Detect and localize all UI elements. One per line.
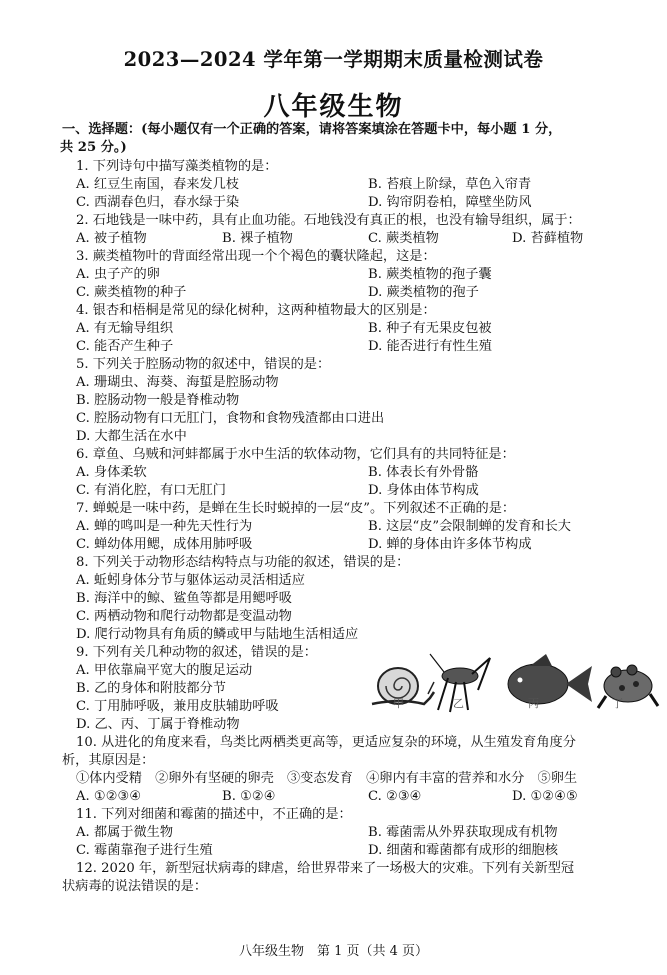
option-c: C. 蕨类植物的种子 bbox=[76, 285, 187, 300]
question-stem: 12. 2020 年，新型冠状病毒的肆虐，给世界带来了一场极大的灾难。下列有关新型冠 bbox=[76, 861, 575, 876]
option-a: A. 珊瑚虫、海葵、海蜇是腔肠动物 bbox=[76, 375, 279, 390]
figure-label-ding: 丁 bbox=[612, 697, 623, 710]
option-c: C. 蝉幼体用鳃，成体用肺呼吸 bbox=[76, 537, 253, 552]
option-a: A. 红豆生南国，春来发几枝 bbox=[76, 177, 239, 192]
option-a: A. 有无输导组织 bbox=[76, 321, 174, 336]
option-c: C. 腔肠动物有口无肛门，食物和食物残渣都由口进出 bbox=[76, 411, 385, 426]
question-stem: 6. 章鱼、乌贼和河蚌都属于水中生活的软体动物，它们具有的共同特征是： bbox=[76, 447, 515, 462]
figure-label-yi: 乙 bbox=[453, 697, 464, 710]
figure-label-bing: 丙 bbox=[528, 697, 539, 710]
fish-image bbox=[508, 654, 592, 704]
option-a: A. 蚯蚓身体分节与躯体运动灵活相适应 bbox=[76, 573, 305, 588]
option-c: C. 西湖春色归，春水绿于染 bbox=[76, 195, 240, 210]
option-d: D. 苔藓植物 bbox=[512, 231, 584, 246]
option-d: D. 乙、丙、丁属于脊椎动物 bbox=[76, 717, 240, 732]
frog-image bbox=[598, 665, 658, 708]
question-stem: 7. 蝉蜕是一味中药，是蝉在生长时蜕掉的一层“皮”。下列叙述不正确的是： bbox=[76, 501, 516, 516]
option-c: C. 蕨类植物 bbox=[368, 231, 439, 246]
question-stem: 3. 蕨类植物叶的背面经常出现一个个褐色的囊状隆起，这是： bbox=[76, 249, 436, 264]
question-stem: 1. 下列诗句中描写藻类植物的是： bbox=[76, 159, 278, 174]
page-footer: 八年级生物 第 1 页（共 4 页） bbox=[238, 944, 429, 959]
section-intro: 一、选择题：(每小题仅有一个正确的答案，请将答案填涂在答题卡中，每小题 1 分， bbox=[62, 122, 562, 137]
option-b: B. 腔肠动物一般是脊椎动物 bbox=[76, 393, 240, 408]
option-b: B. 体表长有外骨骼 bbox=[368, 465, 479, 480]
question-items: ①体内受精 ②卵外有坚硬的卵壳 ③变态发育 ④卵内有丰富的营养和水分 ⑤卵生 bbox=[76, 771, 578, 786]
option-c: C. ②③④ bbox=[368, 789, 422, 804]
option-d: D. 能否进行有性生殖 bbox=[368, 339, 492, 354]
option-d: D. 钩帘阴卷柏，障壁坐防风 bbox=[368, 195, 532, 210]
question-stem: 11. 下列对细菌和霉菌的描述中，不正确的是： bbox=[76, 807, 352, 822]
option-b: B. 裸子植物 bbox=[222, 231, 293, 246]
option-b: B. 海洋中的鲸、鲨鱼等都是用鳃呼吸 bbox=[76, 591, 292, 606]
section-intro-cont: 共 25 分。) bbox=[60, 140, 127, 155]
option-c: C. 霉菌靠孢子进行生殖 bbox=[76, 843, 213, 858]
question-stem: 2. 石地钱是一味中药，具有止血功能。石地钱没有真正的根，也没有输导组织，属于： bbox=[76, 213, 581, 228]
option-b: B. 蕨类植物的孢子囊 bbox=[368, 267, 492, 282]
option-b: B. 苔痕上阶绿，草色入帘青 bbox=[368, 177, 532, 192]
option-b: B. 这层“皮”会限制蝉的发育和长大 bbox=[368, 519, 571, 534]
option-a: A. 甲依靠扁平宽大的腹足运动 bbox=[76, 663, 253, 678]
question-stem-cont: 状病毒的说法错误的是： bbox=[62, 879, 208, 894]
question-stem-cont: 析，其原因是： bbox=[62, 753, 155, 768]
figure-label-jia: 甲 bbox=[393, 697, 404, 710]
animals-figure bbox=[360, 648, 660, 740]
option-d: D. 身体由体节构成 bbox=[368, 483, 479, 498]
option-a: A. 身体柔软 bbox=[76, 465, 147, 480]
option-c: C. 能否产生种子 bbox=[76, 339, 174, 354]
question-stem: 5. 下列关于腔肠动物的叙述中，错误的是： bbox=[76, 357, 331, 372]
question-stem: 8. 下列关于动物形态结构特点与功能的叙述，错误的是： bbox=[76, 555, 410, 570]
option-c: C. 丁用肺呼吸，兼用皮肤辅助呼吸 bbox=[76, 699, 279, 714]
option-a: A. 虫子产的卵 bbox=[76, 267, 160, 282]
option-d: D. ①②④⑤ bbox=[512, 789, 578, 804]
option-c: C. 有消化腔，有口无肛门 bbox=[76, 483, 226, 498]
option-c: C. 两栖动物和爬行动物都是变温动物 bbox=[76, 609, 292, 624]
option-d: D. 蕨类植物的孢子 bbox=[368, 285, 479, 300]
option-d: D. 大都生活在水中 bbox=[76, 429, 187, 444]
subject-title: 八年级生物 bbox=[263, 92, 404, 122]
option-b: B. 种子有无果皮包被 bbox=[368, 321, 492, 336]
option-b: B. 霉菌需从外界获取现成有机物 bbox=[368, 825, 558, 840]
question-stem: 4. 银杏和梧桐是常见的绿化树种，这两种植物最大的区别是： bbox=[76, 303, 436, 318]
option-b: B. 乙的身体和附肢都分节 bbox=[76, 681, 226, 696]
option-a: A. ①②③④ bbox=[76, 789, 142, 804]
option-d: D. 细菌和霉菌都有成形的细胞核 bbox=[368, 843, 558, 858]
option-b: B. ①②④ bbox=[222, 789, 276, 804]
option-a: A. 都属于微生物 bbox=[76, 825, 174, 840]
option-a: A. 蝉的鸣叫是一种先天性行为 bbox=[76, 519, 253, 534]
exam-title: 2023—2024 学年第一学期期末质量检测试卷 bbox=[123, 48, 544, 71]
option-a: A. 被子植物 bbox=[76, 231, 147, 246]
option-d: D. 爬行动物具有角质的鳞或甲与陆地生活相适应 bbox=[76, 627, 359, 642]
question-stem: 10. 从进化的角度来看，鸟类比两栖类更高等，更适应复杂的环境，从生殖发育角度分 bbox=[76, 735, 576, 750]
question-stem: 9. 下列有关几种动物的叙述，错误的是： bbox=[76, 645, 317, 660]
option-d: D. 蝉的身体由许多体节构成 bbox=[368, 537, 532, 552]
